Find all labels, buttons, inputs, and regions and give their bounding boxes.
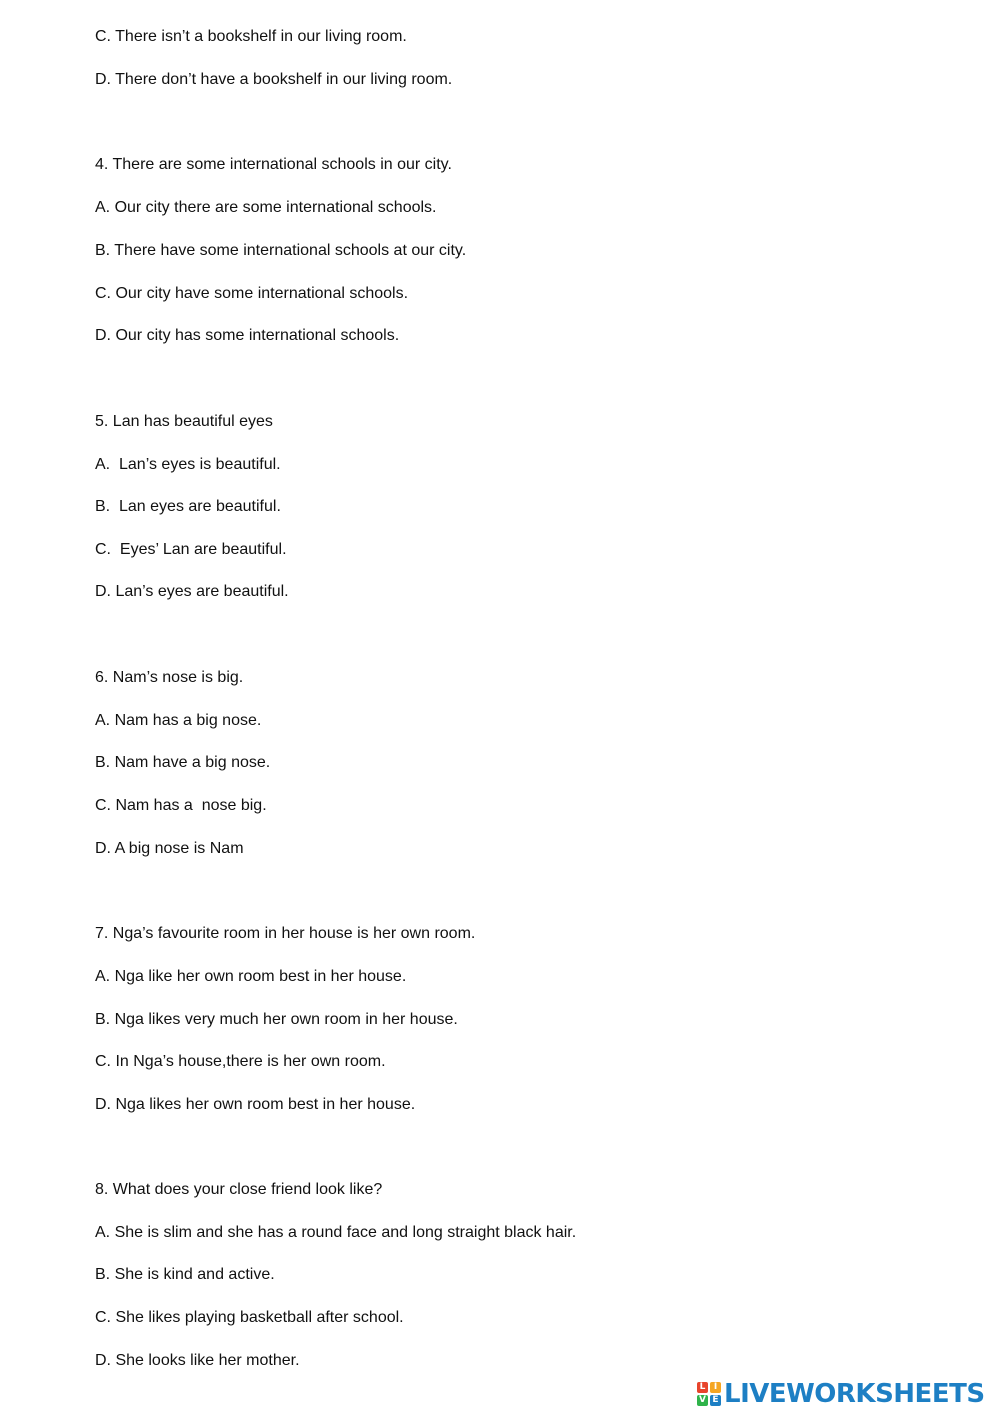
question-5: 5. Lan has beautiful eyes: [95, 413, 273, 430]
answer-option: C. Our city have some international schools.: [95, 285, 409, 302]
logo-text: LIVEWORKSHEETS: [724, 1379, 985, 1409]
answer-option: C. In Nga’s house,there is her own room.: [95, 1053, 386, 1070]
logo-tile-v: V: [697, 1395, 708, 1406]
answer-option: A. Nam has a big nose.: [95, 712, 262, 729]
answer-option: A. She is slim and she has a round face and long straight black hair.: [95, 1224, 577, 1241]
question-8: 8. What does your close friend look like?: [95, 1181, 383, 1198]
answer-option: C. There isn’t a bookshelf in our living room.: [95, 28, 407, 45]
question-6: 6. Nam’s nose is big.: [95, 669, 244, 686]
answer-option: B. Nam have a big nose.: [95, 754, 271, 771]
answer-option: C. Eyes’ Lan are beautiful.: [95, 541, 287, 558]
logo-tile-i: I: [710, 1382, 721, 1393]
answer-option: A. Nga like her own room best in her house.: [95, 968, 407, 985]
logo-tile-e: E: [710, 1395, 721, 1406]
answer-option: B. There have some international schools at our city.: [95, 242, 467, 259]
liveworksheets-logo-icon: [697, 1382, 721, 1406]
answer-option: A. Lan’s eyes is beautiful.: [95, 456, 281, 473]
answer-option: B. She is kind and active.: [95, 1266, 275, 1283]
answer-option: D. Our city has some international schools.: [95, 327, 400, 344]
answer-option: A. Our city there are some international schools.: [95, 199, 437, 216]
answer-option: D. There don’t have a bookshelf in our living room.: [95, 71, 453, 88]
answer-option: C. Nam has a nose big.: [95, 797, 267, 814]
answer-option: B. Lan eyes are beautiful.: [95, 498, 281, 515]
answer-option: D. Lan’s eyes are beautiful.: [95, 583, 289, 600]
answer-option: B. Nga likes very much her own room in her house.: [95, 1011, 458, 1028]
logo-tile-l: L: [697, 1382, 708, 1393]
answer-option: D. She looks like her mother.: [95, 1352, 300, 1369]
question-4: 4. There are some international schools in our city.: [95, 156, 452, 173]
liveworksheets-logo: [697, 1378, 985, 1410]
answer-option: D. A big nose is Nam: [95, 840, 244, 857]
answer-option: C. She likes playing basketball after school.: [95, 1309, 404, 1326]
answer-option: D. Nga likes her own room best in her house.: [95, 1096, 416, 1113]
question-7: 7. Nga’s favourite room in her house is her own room.: [95, 925, 476, 942]
